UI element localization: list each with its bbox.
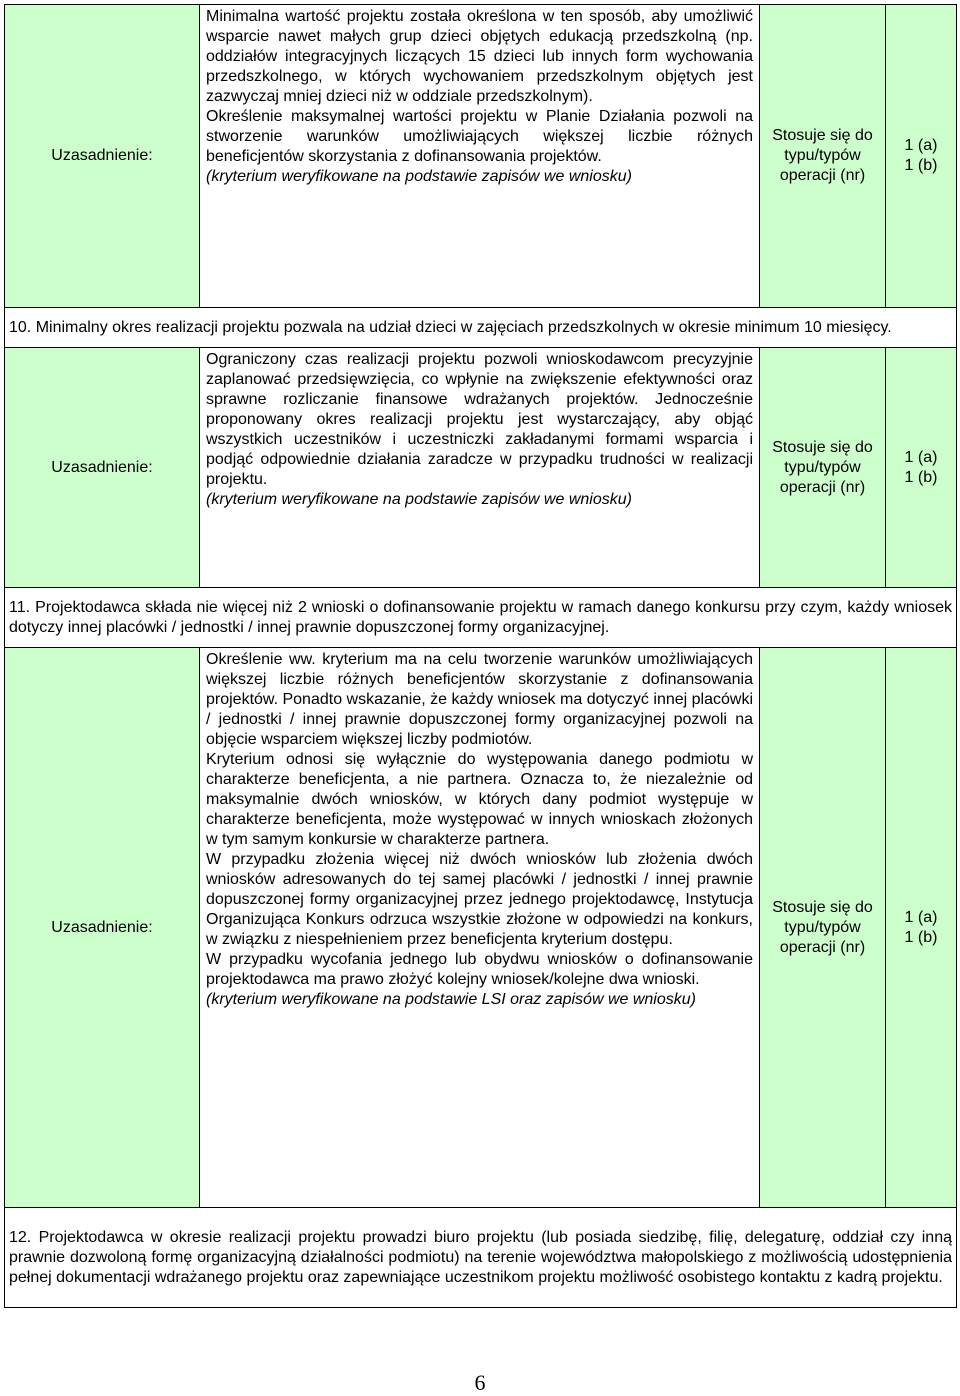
operation-types [886, 648, 957, 1208]
justification-label: Uzasadnienie: [5, 648, 200, 1208]
criterion-row [5, 588, 957, 648]
operation-types [886, 5, 957, 308]
operation-types-value: 1 (a) 1 (b) [904, 908, 938, 946]
justification-row [5, 5, 957, 308]
applies-to-label: Stosuje się do typu/typów operacji (nr) [760, 648, 886, 1208]
criterion-text: 12. Projektodawca w okresie realizacji projektu prowadzi biuro projektu (lub posiada siedzibę, filię, delegaturę, oddział czy inną prawnie dozwoloną formę organizacyjną działalności podmiotu) na terenie województwa małopolskiego z możliwością udostępnienia pełnej dokumentacji wdrażanego projektu oraz zapewniające uczestnikom projektu możliwość osobistego kontaktu z kadrą projektu. [5, 1208, 957, 1308]
page-number: 6 [474, 1370, 486, 1395]
justification-paragraph: Minimalna wartość projektu została określona w ten sposób, aby umożliwić wsparcie nawet małych grup dzieci objętych edukacją przedszkolną (np. oddziałów integracyjnych liczących 15 dzieci lub innych form wychowania przedszkolnego, w których wychowaniem przedszkolnym objętych jest zazwyczaj mniej dzieci niż w oddziale przedszkolnym). [206, 8, 753, 105]
verification-note: (kryterium weryfikowane na podstawie zapisów we wniosku) [206, 168, 632, 185]
justification-paragraph: Określenie ww. kryterium ma na celu tworzenie warunków umożliwiających większej liczbie różnych beneficjentów skorzystanie z dofinansowania projektów. Ponadto wskazanie, że każdy wniosek ma dotyczyć innej placówki / jednostki / innej prawnie dopuszczonej formy organizacyjnej pozwoli na objęcie wsparciem większej liczby podmiotów. [206, 651, 753, 748]
operation-types-value: 1 (a) 1 (b) [904, 448, 938, 486]
criterion-text: 10. Minimalny okres realizacji projektu pozwala na udział dzieci w zajęciach przedszkolnych w okresie minimum 10 miesięcy. [5, 308, 957, 348]
justification-text [200, 5, 760, 308]
criteria-table-page [4, 4, 956, 1308]
applies-to-label: Stosuje się do typu/typów operacji (nr) [760, 5, 886, 308]
criteria-table [4, 4, 957, 1308]
operation-types [886, 348, 957, 588]
applies-to-label: Stosuje się do typu/typów operacji (nr) [760, 348, 886, 588]
justification-row [5, 648, 957, 1208]
justification-row [5, 348, 957, 588]
justification-paragraph: Określenie maksymalnej wartości projektu w Planie Działania pozwoli na stworzenie warunków umożliwiających większej liczbie różnych beneficjentów skorzystania z dofinansowania projektów. [206, 108, 753, 165]
criterion-row [5, 308, 957, 348]
justification-paragraph: Ograniczony czas realizacji projektu pozwoli wnioskodawcom precyzyjnie zaplanować przedsięwzięcia, co wpłynie na zwiększenie efektywności oraz sprawne rozliczanie finansowe wdrażanych projektów. Jednocześnie proponowany okres realizacji projektu jest wystarczający, aby objąć wszystkich uczestników i uczestniczki zakładanymi formami wsparcia i podjąć odpowiednie działania zaradcze w przypadku trudności w realizacji projektu. [206, 351, 753, 488]
justification-text [200, 348, 760, 588]
operation-types-value: 1 (a) 1 (b) [904, 137, 938, 174]
justification-label: Uzasadnienie: [5, 5, 200, 308]
justification-text [200, 648, 760, 1208]
justification-paragraph: Kryterium odnosi się wyłącznie do występowania danego podmiotu w charakterze beneficjenta, a nie partnera. Oznacza to, że niezależnie od maksymalnie dwóch wniosków, w których dany podmiot występuje w charakterze beneficjenta, może występować w innych wnioskach złożonych w tym samym konkursie w charakterze partnera. [206, 751, 753, 848]
justification-paragraph: W przypadku złożenia więcej niż dwóch wniosków lub złożenia dwóch wniosków adresowanych do tej samej placówki / jednostki / innej prawnie dopuszczonej formy organizacyjnej przez jednego projektodawcę, Instytucja Organizująca Konkurs odrzuca wszystkie złożone w odpowiedzi na konkurs, w związku z niespełnieniem przez beneficjenta kryterium dostępu. [206, 851, 753, 948]
criterion-row [5, 1208, 957, 1308]
verification-note: (kryterium weryfikowane na podstawie zapisów we wniosku) [206, 491, 632, 508]
justification-paragraph: W przypadku wycofania jednego lub obydwu wniosków o dofinansowanie projektodawca ma prawo złożyć kolejny wniosek/kolejne dwa wnioski. [206, 951, 753, 988]
criterion-text: 11. Projektodawca składa nie więcej niż 2 wnioski o dofinansowanie projektu w ramach danego konkursu przy czym, każdy wniosek dotyczy innej placówki / jednostki / innej prawnie dopuszczonej formy organizacyjnej. [5, 588, 957, 648]
verification-note: (kryterium weryfikowane na podstawie LSI oraz zapisów we wniosku) [206, 991, 696, 1008]
justification-label: Uzasadnienie: [5, 348, 200, 588]
